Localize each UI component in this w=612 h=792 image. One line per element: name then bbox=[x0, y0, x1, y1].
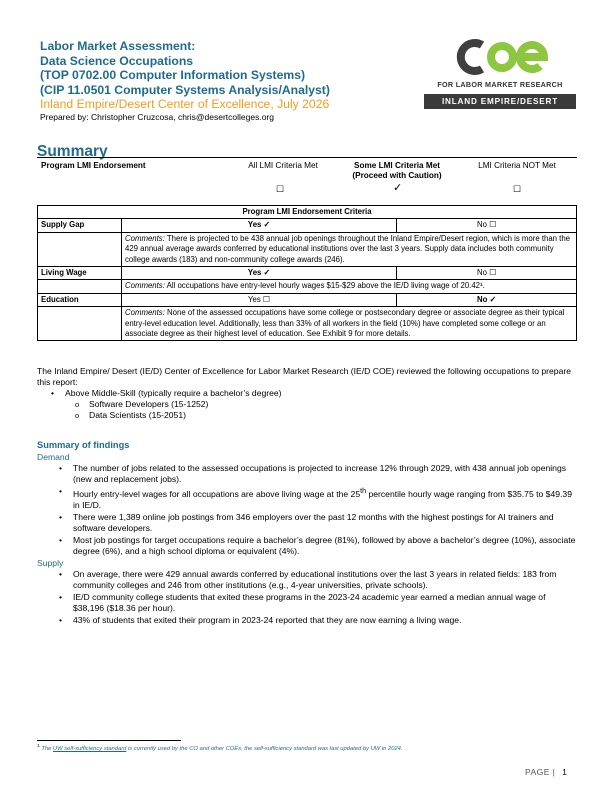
criteria-header-row bbox=[38, 206, 577, 219]
comment-prefix: Comments: bbox=[125, 308, 165, 318]
living-wage-comment bbox=[122, 280, 577, 293]
education-label: Education bbox=[38, 293, 122, 306]
intro-section bbox=[37, 366, 577, 421]
supply-gap-yes[interactable]: Yes ✓ bbox=[122, 219, 397, 232]
option-some-met-label-line1: Some LMI Criteria Met bbox=[354, 161, 440, 170]
supply-gap-comment-row bbox=[38, 232, 577, 266]
education-yes[interactable]: Yes ☐ bbox=[122, 293, 397, 306]
intro-text: The Inland Empire/ Desert (IE/D) Center of Excellence for Labor Market Research (IE/D COE) reviewed the following occupations to prepare this report: bbox=[37, 366, 572, 387]
supply-list bbox=[73, 569, 577, 626]
comment-prefix: Comments: bbox=[125, 281, 165, 291]
supply-subheading: Supply bbox=[37, 557, 64, 568]
supply-gap-no[interactable]: No ☐ bbox=[397, 219, 577, 232]
education-comment-row bbox=[38, 307, 577, 341]
report-subtitle: Inland Empire/Desert Center of Excellence, July 2026 bbox=[40, 97, 330, 112]
demand-item: • The number of jobs related to the assessed occupations is projected to increase 12% through 2029, with 438 annual job openings (new and replacement jobs). bbox=[73, 463, 577, 485]
prepared-by: Prepared by: Christopher Cruzcosa, chris@desertcolleges.org bbox=[40, 111, 274, 122]
footnote: $^1$ The UW self-sufficiency standard is currently used by the CO and other COEs, the self-sufficiency standard was last updated by UW in 2024. bbox=[37, 744, 403, 752]
report-title-line-1: Labor Market Assessment: bbox=[40, 39, 196, 53]
education-comment bbox=[122, 307, 577, 341]
page-number: 1 bbox=[562, 767, 568, 777]
living-wage-row bbox=[38, 267, 577, 280]
report-title-line-2: Data Science Occupations bbox=[40, 53, 194, 68]
page-label: PAGE | bbox=[525, 767, 556, 777]
endorsement-strip bbox=[37, 157, 577, 195]
demand-item: • Hourly entry-level wages for all occupations are above living wage at the 25th percentile hourly wage ranging from $35.75 to $49.39 in IE/D. bbox=[73, 486, 577, 511]
demand-list bbox=[73, 463, 577, 557]
living-wage-no[interactable]: No ☐ bbox=[397, 267, 577, 280]
criteria-table-title: Program LMI Endorsement Criteria bbox=[38, 206, 577, 219]
supply-item: • 43% of students that exited their program in 2023-24 reported that they are now earning a living wage. bbox=[73, 615, 577, 626]
option-not-met-label: LMI Criteria NOT Met bbox=[478, 161, 556, 170]
comment-prefix: Comments: bbox=[125, 233, 165, 243]
page-footer bbox=[525, 767, 567, 778]
supply-item: • IE/D community college students that exited these programs in the 2023-24 academic year earned a median annual wage of $38,196 ($18.36 per hour). bbox=[73, 592, 577, 614]
living-wage-yes[interactable]: Yes ✓ bbox=[122, 267, 397, 280]
findings-heading: Summary of findings bbox=[37, 440, 130, 450]
report-header bbox=[40, 39, 420, 123]
education-comment-text: None of the assessed occupations have some college or postsecondary degree or associate degree as their typical entry-level education level. Additionally, less than 33% of all workers in the field (10%) have completed some college or an associate degree as their highest level of education. See Exhibit 9 for more details. bbox=[125, 308, 565, 339]
education-row bbox=[38, 293, 577, 306]
option-some-met-label-line2: (Proceed with Caution) bbox=[352, 171, 442, 181]
footnote-link[interactable]: UW self-sufficiency standard bbox=[52, 745, 127, 752]
occupation-item: o Software Developers (15-1252) bbox=[89, 399, 577, 410]
findings-section bbox=[37, 440, 577, 627]
logo-region-band: INLAND EMPIRE/DESERT bbox=[424, 94, 576, 109]
supply-gap-row bbox=[38, 219, 577, 232]
criteria-table bbox=[37, 205, 577, 341]
living-wage-comment-row bbox=[38, 280, 577, 293]
occupation-item: o Data Scientists (15-2051) bbox=[89, 410, 577, 421]
supply-gap-comment-text: There is projected to be 438 annual job openings throughout the Inland Empire/Desert region, which is more than the 429 annual average awards conferred by educational institutions over the last 3 years. Supply data includes both community college awards (183) and non-community college awards (246). bbox=[125, 233, 570, 264]
logo-tagline: FOR LABOR MARKET RESEARCH bbox=[437, 80, 563, 89]
footnote-number: 1 bbox=[37, 744, 40, 749]
option-all-met-checkbox[interactable]: ☐ bbox=[276, 184, 285, 194]
occupation-category: • Above Middle-Skill (typically require a bachelor’s degree) bbox=[65, 388, 577, 399]
occupation-list bbox=[65, 388, 577, 421]
option-some-met-checkmark[interactable]: ✓ bbox=[393, 182, 403, 194]
summary-heading: Summary bbox=[37, 143, 108, 160]
option-all-met-label: All LMI Criteria Met bbox=[248, 161, 318, 170]
report-title-line-4: (CIP 11.0501 Computer Systems Analysis/Analyst) bbox=[40, 82, 330, 97]
supply-gap-label: Supply Gap bbox=[38, 219, 122, 232]
endorsement-label: Program LMI Endorsement bbox=[41, 161, 146, 170]
report-title-line-3: (TOP 0702.00 Computer Information Systems) bbox=[40, 68, 306, 83]
demand-item: • Most job postings for target occupations require a bachelor’s degree (81%), followed by above a bachelor’s degree (10%), associate degree (6%), and a high school diploma or equivalent (4%). bbox=[73, 535, 577, 557]
option-not-met-checkbox[interactable]: ☐ bbox=[513, 184, 522, 194]
demand-item: • There were 1,389 online job postings from 346 employers over the past 12 months with the highest postings for AI trainers and software developers. bbox=[73, 512, 577, 534]
demand-subheading: Demand bbox=[37, 452, 70, 462]
option-some-met-label bbox=[337, 161, 457, 182]
coe-logo-mark bbox=[420, 34, 580, 80]
footnote-divider bbox=[37, 740, 181, 741]
living-wage-comment-text: All occupations have entry-level hourly wages $15-$29 above the IE/D living wage of 20.42¹. bbox=[166, 281, 485, 291]
living-wage-label: Living Wage bbox=[38, 267, 122, 280]
supply-item: • On average, there were 429 annual awards conferred by educational institutions over the last 3 years in related fields: 183 from community colleges and 246 from other institutions (e.g., 4-year universities, private schools). bbox=[73, 569, 577, 591]
footnote-text: is currently used by the CO and other COEs, the self-sufficiency standard was last updated by UW in 2024. bbox=[126, 745, 403, 752]
coe-logo bbox=[420, 34, 580, 116]
education-no[interactable]: No ✓ bbox=[397, 293, 577, 306]
supply-gap-comment bbox=[122, 232, 577, 266]
